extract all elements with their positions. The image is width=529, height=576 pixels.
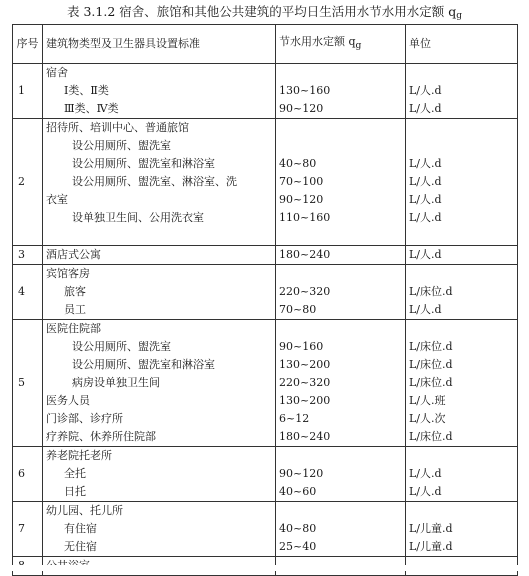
standard-text: Ⅲ类、Ⅳ类	[64, 102, 119, 115]
unit-value	[409, 447, 514, 465]
cell-seq	[13, 447, 43, 502]
quota-value: 6~12	[279, 412, 310, 425]
standard-text: 旅客	[64, 285, 86, 298]
cell-unit	[406, 265, 518, 320]
cell-seq	[13, 265, 43, 320]
standard-text: 设公用厕所、盥洗室和淋浴室	[72, 358, 215, 371]
quota-value: 130~200	[279, 358, 331, 371]
quota-value: 180~240	[279, 248, 331, 261]
table-row	[13, 64, 518, 119]
cell-unit	[406, 119, 518, 246]
quota-value: 70~100	[279, 175, 324, 188]
quota-value: 40~80	[279, 157, 317, 170]
standard-text: 幼儿园、托儿所	[46, 504, 123, 517]
standard-text: Ⅰ类、Ⅱ类	[64, 84, 109, 97]
quota-value: 25~40	[279, 540, 317, 553]
cell-seq	[13, 246, 43, 265]
standard-text: 宿舍	[46, 66, 68, 79]
table-row	[13, 119, 518, 246]
standard-text: 日托	[64, 485, 86, 498]
cell-quota	[276, 447, 406, 502]
quota-value: 40~60	[279, 485, 317, 498]
header-standard: 建筑物类型及卫生器具设置标准	[43, 25, 276, 64]
standard-text: 衣室	[46, 193, 68, 206]
cell-quota	[276, 64, 406, 119]
unit-value: L/儿童.d	[409, 540, 453, 553]
standard-text: 员工	[64, 303, 86, 316]
standard-text: 设公用厕所、盥洗室、淋浴室、洗	[72, 175, 237, 188]
header-quota-subscript: g	[355, 40, 362, 52]
unit-value: L/人.d	[409, 211, 442, 224]
table-header-row	[13, 25, 518, 64]
standard-text	[46, 227, 272, 245]
quota-value: 180~240	[279, 430, 331, 443]
unit-value: L/人.班	[409, 394, 446, 407]
quota-value: 90~120	[279, 467, 324, 480]
header-quota-text: 节水用水定额 q	[279, 34, 356, 48]
table-caption	[0, 2, 529, 26]
quota-value	[279, 119, 402, 137]
cell-std	[43, 447, 276, 502]
standard-text: 酒店式公寓	[46, 248, 101, 261]
row-number: 3	[18, 248, 25, 261]
standard-text: 全托	[64, 467, 86, 480]
cell-seq	[13, 320, 43, 447]
cell-std	[43, 119, 276, 246]
cell-unit	[406, 246, 518, 265]
standard-text: 疗养院、休养所住院部	[46, 430, 156, 443]
quota-value	[279, 265, 402, 283]
unit-value: L/床位.d	[409, 430, 453, 443]
cell-std	[43, 320, 276, 447]
quota-value: 130~160	[279, 84, 331, 97]
unit-value	[409, 227, 514, 245]
quota-value: 70~80	[279, 303, 317, 316]
standard-text: 宾馆客房	[46, 267, 90, 280]
quota-value: 90~160	[279, 340, 324, 353]
unit-value: L/人.d	[409, 193, 442, 206]
cell-seq	[13, 119, 43, 246]
standard-text: 病房设单独卫生间	[72, 376, 160, 389]
cell-std	[43, 265, 276, 320]
table-body	[13, 64, 518, 576]
unit-value	[409, 265, 514, 283]
header-unit: 单位	[406, 25, 518, 64]
cell-quota	[276, 246, 406, 265]
table-row	[13, 447, 518, 502]
quota-value: 130~200	[279, 394, 331, 407]
quota-value	[279, 447, 402, 465]
unit-value: L/人.d	[409, 84, 442, 97]
unit-value	[409, 502, 514, 520]
cell-unit	[406, 447, 518, 502]
standard-text: 设公用厕所、盥洗室和淋浴室	[72, 157, 215, 170]
caption-subscript: g	[456, 11, 462, 21]
standard-text: 无住宿	[64, 540, 97, 553]
unit-value	[409, 137, 514, 155]
row-number: 5	[18, 376, 25, 389]
page-cutoff	[0, 565, 529, 571]
unit-value: L/人.次	[409, 412, 446, 425]
row-number: 1	[18, 84, 25, 97]
unit-value: L/人.d	[409, 303, 442, 316]
caption-text: 表 3.1.2 宿舍、旅馆和其他公共建筑的平均日生活用水节水用水定额 q	[67, 4, 457, 19]
cell-quota	[276, 265, 406, 320]
quota-value	[279, 227, 402, 245]
cell-std	[43, 502, 276, 557]
row-number: 4	[18, 285, 25, 298]
water-quota-table	[12, 24, 518, 576]
quota-value	[279, 502, 402, 520]
standard-text: 门诊部、诊疗所	[46, 412, 123, 425]
unit-value: L/人.d	[409, 157, 442, 170]
standard-text: 招待所、培训中心、普通旅馆	[46, 121, 189, 134]
unit-value: L/床位.d	[409, 285, 453, 298]
standard-text: 养老院托老所	[46, 449, 112, 462]
table-row	[13, 320, 518, 447]
cell-std	[43, 64, 276, 119]
quota-value: 90~120	[279, 102, 324, 115]
unit-value: L/床位.d	[409, 376, 453, 389]
cell-quota	[276, 502, 406, 557]
quota-value	[279, 320, 402, 338]
quota-value: 110~160	[279, 211, 331, 224]
unit-value: L/床位.d	[409, 358, 453, 371]
table-row	[13, 265, 518, 320]
standard-text: 设公用厕所、盥洗室	[72, 139, 171, 152]
cell-unit	[406, 502, 518, 557]
quota-value: 220~320	[279, 376, 331, 389]
standard-text: 设单独卫生间、公用洗衣室	[72, 211, 204, 224]
row-number: 7	[18, 522, 25, 535]
unit-value: L/床位.d	[409, 340, 453, 353]
cell-unit	[406, 320, 518, 447]
standard-text: 设公用厕所、盥洗室	[72, 340, 171, 353]
cell-std	[43, 246, 276, 265]
quota-value: 40~80	[279, 522, 317, 535]
quota-value: 220~320	[279, 285, 331, 298]
unit-value: L/人.d	[409, 102, 442, 115]
cell-unit	[406, 64, 518, 119]
unit-value	[409, 119, 514, 137]
unit-value	[409, 320, 514, 338]
standard-text: 医务人员	[46, 394, 90, 407]
quota-value	[279, 137, 402, 155]
header-quota	[276, 25, 406, 64]
table-row	[13, 246, 518, 265]
cell-quota	[276, 119, 406, 246]
header-seq: 序号	[13, 25, 43, 64]
standard-text: 医院住院部	[46, 322, 101, 335]
unit-value: L/人.d	[409, 175, 442, 188]
cell-seq	[13, 502, 43, 557]
unit-value: L/人.d	[409, 485, 442, 498]
standard-text: 有住宿	[64, 522, 97, 535]
row-number: 6	[18, 467, 25, 480]
unit-value	[409, 64, 514, 82]
quota-value: 90~120	[279, 193, 324, 206]
row-number: 2	[18, 175, 25, 188]
unit-value: L/儿童.d	[409, 522, 453, 535]
cell-quota	[276, 320, 406, 447]
unit-value: L/人.d	[409, 467, 442, 480]
table-row	[13, 502, 518, 557]
unit-value: L/人.d	[409, 248, 442, 261]
cell-seq	[13, 64, 43, 119]
quota-value	[279, 64, 402, 82]
